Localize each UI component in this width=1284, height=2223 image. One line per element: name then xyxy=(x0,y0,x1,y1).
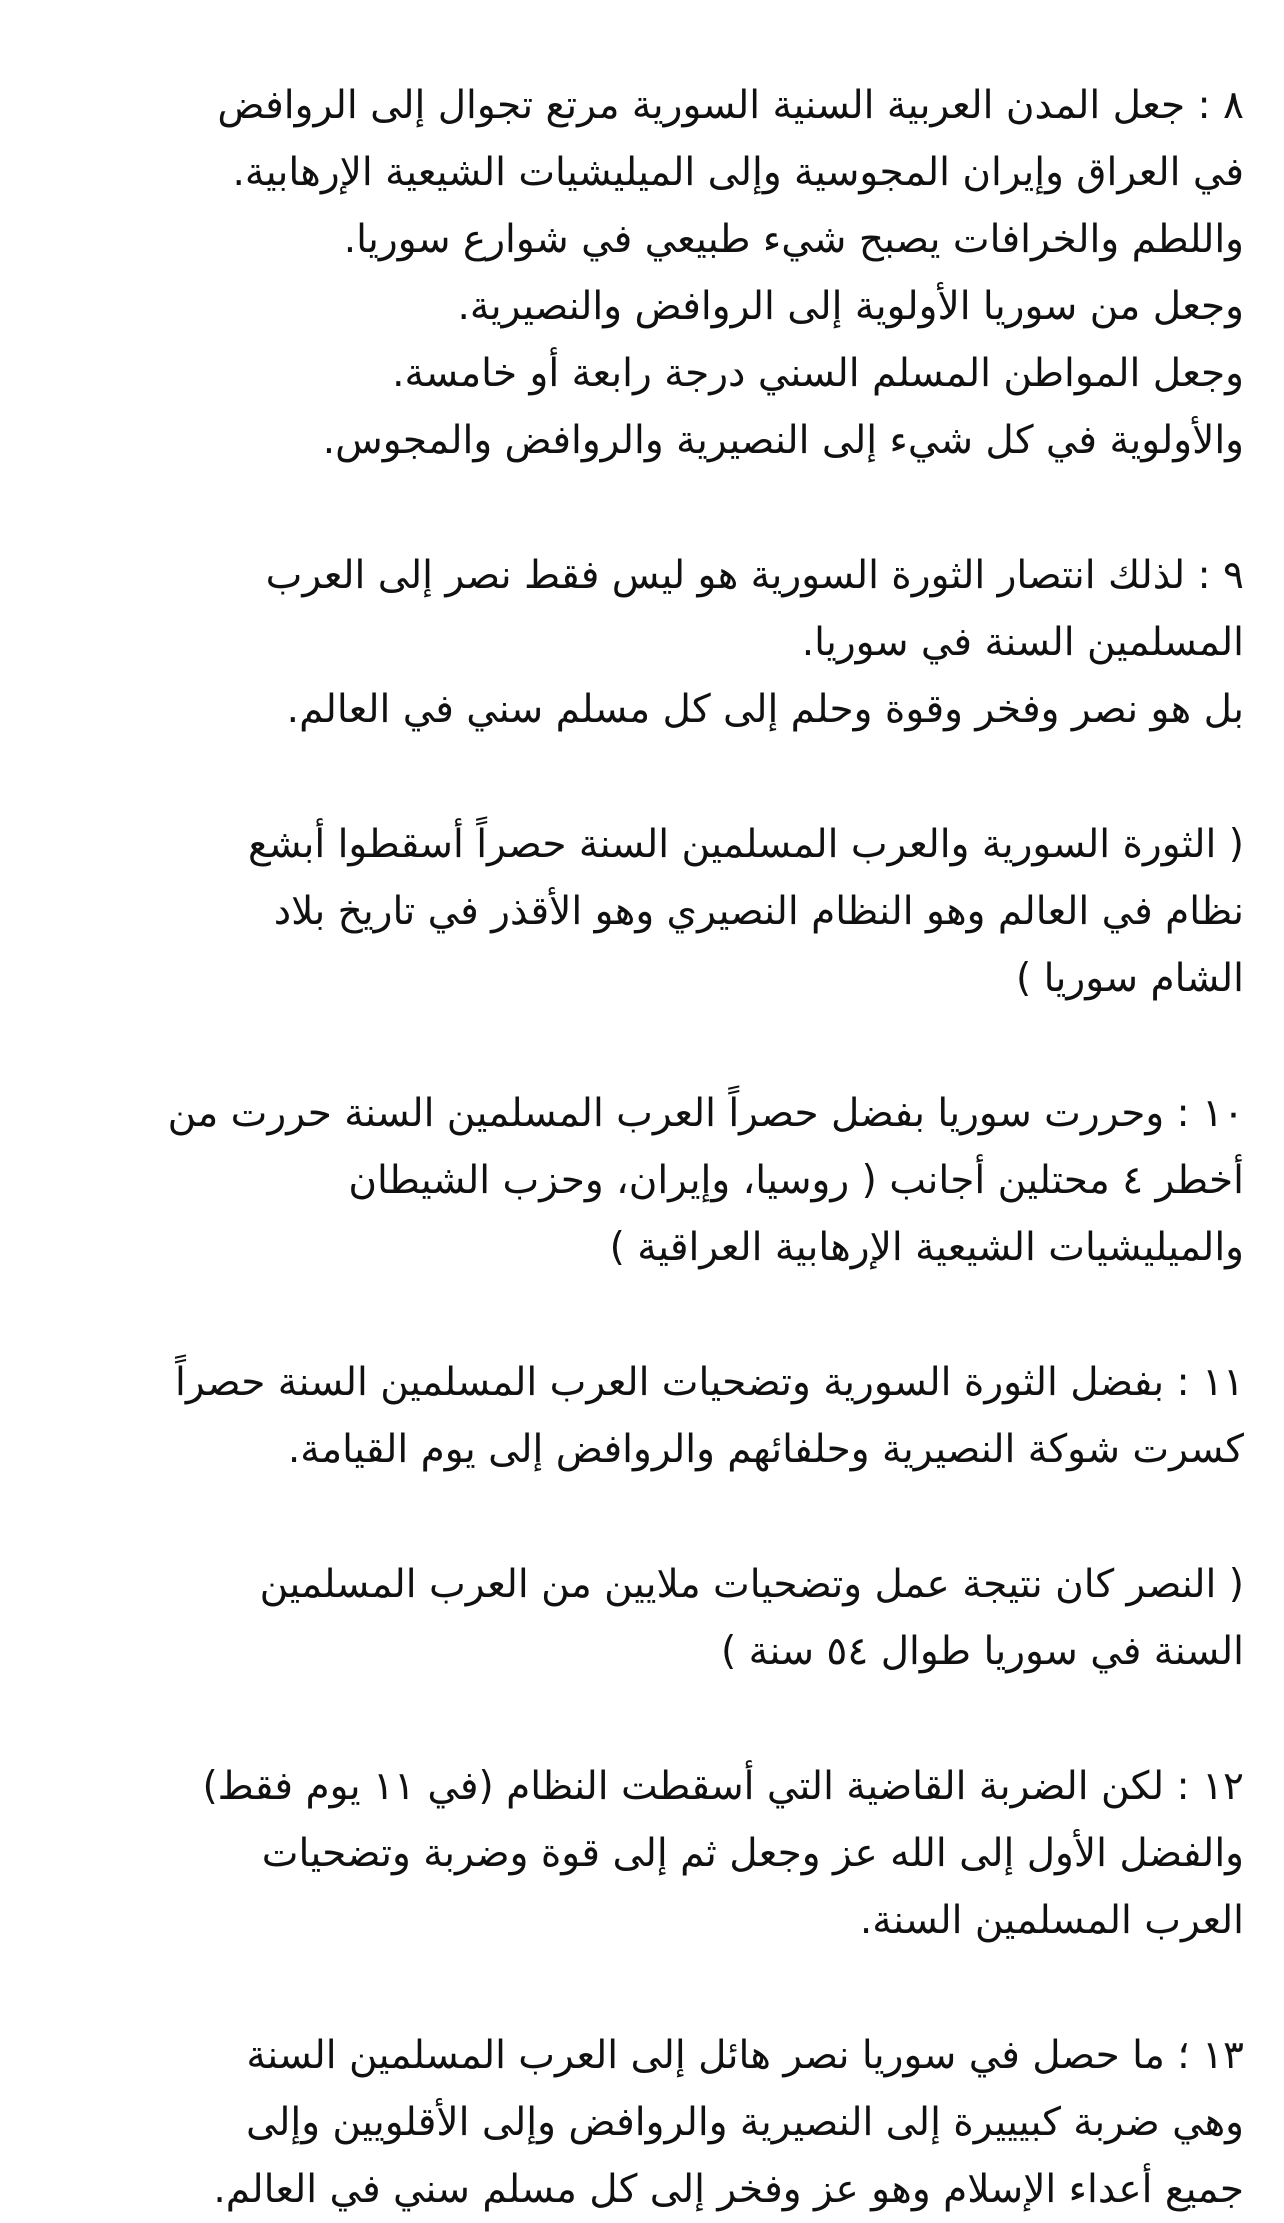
paragraph-9 xyxy=(40,542,1244,743)
text-line: واللطم والخرافات يصبح شيء طبيعي في شوارع سوريا. xyxy=(343,217,1244,262)
text-line: ( الثورة السورية والعرب المسلمين السنة حصراً أسقطوا أبشع xyxy=(247,822,1244,867)
text-line: المسلمين السنة في سوريا. xyxy=(801,620,1244,665)
paragraph-12 xyxy=(40,1753,1244,1954)
text-line: ٩ : لذلك انتصار الثورة السورية هو ليس فقط نصر إلى العرب xyxy=(265,553,1244,598)
text-line: ١٠ : وحررت سوريا بفضل حصراً العرب المسلمين السنة حررت من xyxy=(167,1091,1244,1136)
text-line: ٨ : جعل المدن العربية السنية السورية مرتع تجوال إلى الروافض xyxy=(217,83,1244,128)
text-line: ١٢ : لكن الضربة القاضية التي أسقطت النظام (في ١١ يوم فقط) xyxy=(202,1764,1244,1809)
text-line: الشام سوريا ) xyxy=(1016,956,1244,1001)
paragraph-note-revolution xyxy=(40,811,1244,1012)
text-line: السنة في سوريا طوال ٥٤ سنة ) xyxy=(721,1629,1244,1674)
text-line: ١٣ ؛ ما حصل في سوريا نصر هائل إلى العرب المسلمين السنة xyxy=(246,2033,1244,2078)
text-line: أخطر ٤ محتلين أجانب ( روسيا، وإيران، وحزب الشيطان xyxy=(348,1158,1244,1203)
text-line: ( النصر كان نتيجة عمل وتضحيات ملايين من العرب المسلمين xyxy=(259,1562,1244,1607)
text-line: وهي ضربة كبيييرة إلى النصيرية والروافض وإلى الأقلويين وإلى xyxy=(245,2100,1244,2145)
text-line: والميليشيات الشيعية الإرهابية العراقية ) xyxy=(609,1225,1244,1270)
text-line: والفضل الأول إلى الله عز وجعل ثم إلى قوة وضربة وتضحيات xyxy=(261,1831,1244,1876)
text-line: ١١ : بفضل الثورة السورية وتضحيات العرب المسلمين السنة حصراً xyxy=(175,1360,1244,1405)
paragraph-11 xyxy=(40,1349,1244,1483)
text-line: جميع أعداء الإسلام وهو عز وفخر إلى كل مسلم سني في العالم. xyxy=(213,2167,1244,2212)
text-line: بل هو نصر وفخر وقوة وحلم إلى كل مسلم سني في العالم. xyxy=(286,687,1244,732)
text-line: وجعل من سوريا الأولوية إلى الروافض والنصيرية. xyxy=(457,284,1244,329)
text-line: وجعل المواطن المسلم السني درجة رابعة أو خامسة. xyxy=(392,351,1244,396)
paragraph-10 xyxy=(40,1080,1244,1281)
text-line: كسرت شوكة النصيرية وحلفائهم والروافض إلى يوم القيامة. xyxy=(287,1427,1244,1472)
text-line: العرب المسلمين السنة. xyxy=(859,1898,1244,1943)
paragraph-8 xyxy=(40,72,1244,474)
text-line: والأولوية في كل شيء إلى النصيرية والروافض والمجوس. xyxy=(322,418,1244,463)
text-line: في العراق وإيران المجوسية وإلى الميليشيات الشيعية الإرهابية. xyxy=(232,150,1244,195)
paragraph-13 xyxy=(40,2022,1244,2223)
paragraph-note-victory xyxy=(40,1551,1244,1685)
text-line: نظام في العالم وهو النظام النصيري وهو الأقذر في تاريخ بلاد xyxy=(273,889,1244,934)
